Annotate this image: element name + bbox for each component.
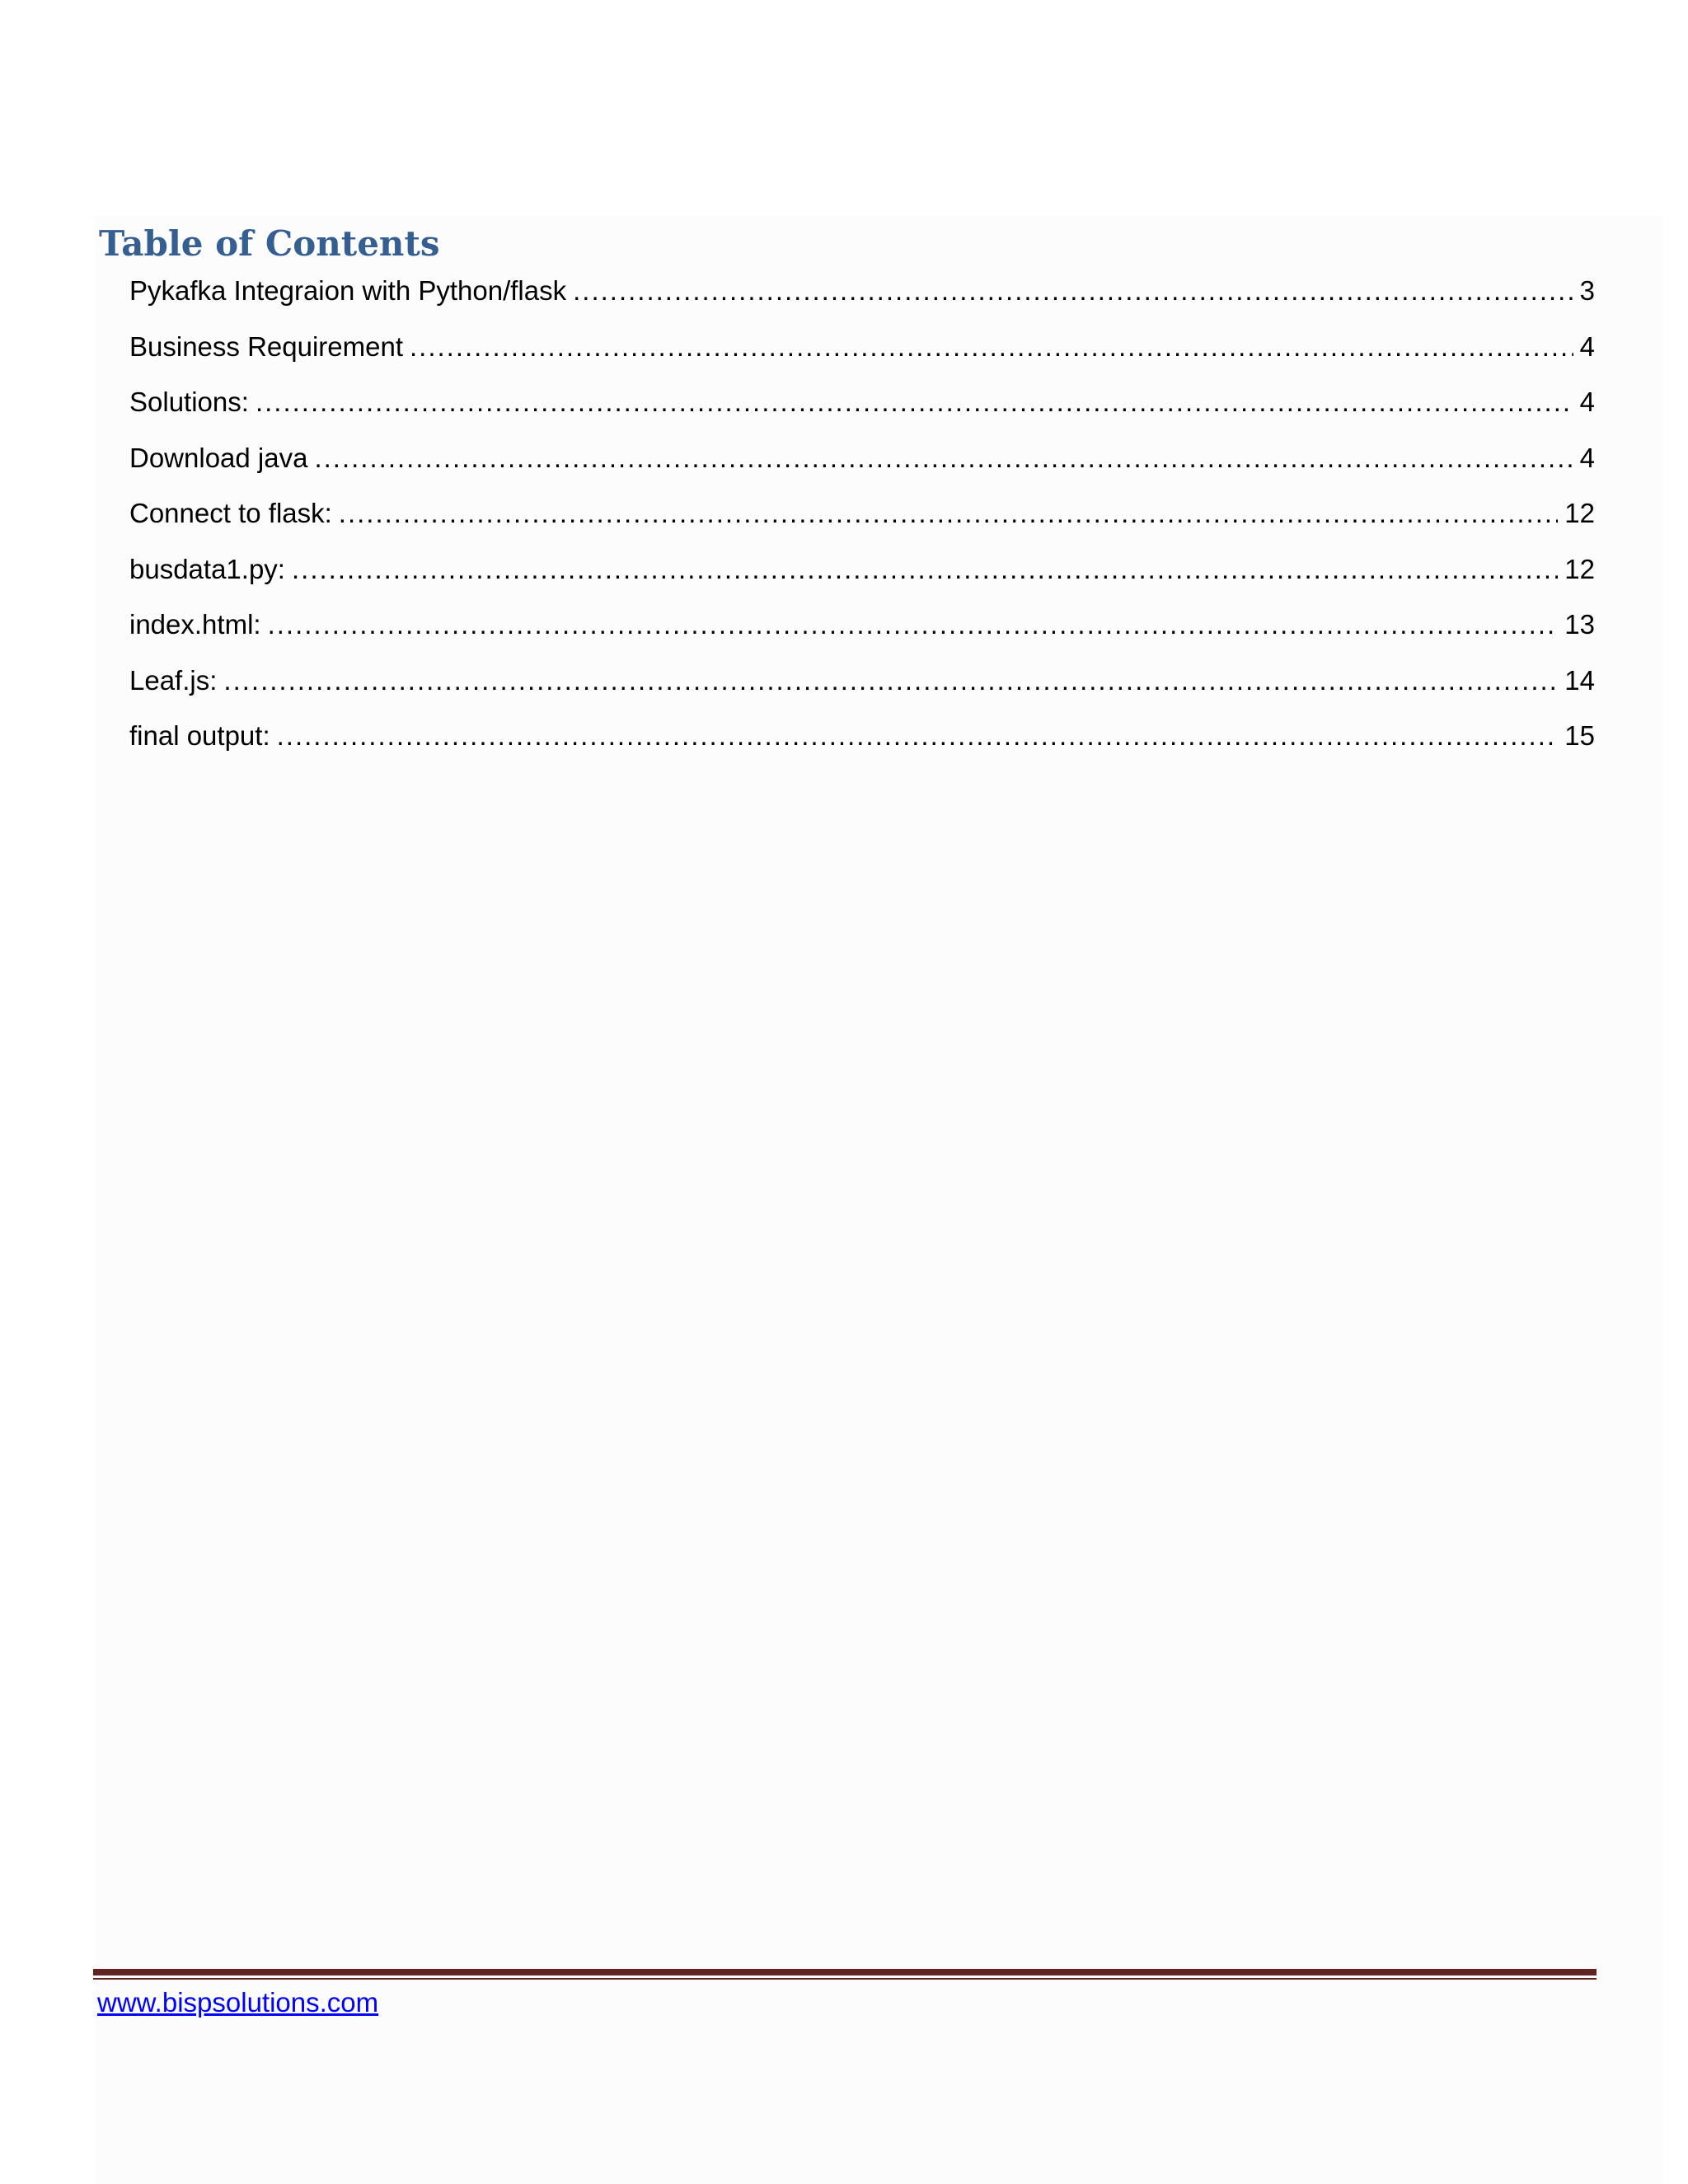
toc-leader-dots [292, 546, 1558, 593]
toc-entry-title: Business Requirement [129, 330, 403, 362]
toc-leader-dots [573, 268, 1573, 314]
toc-page-number: 12 [1564, 553, 1595, 584]
toc-entry[interactable] [129, 490, 1595, 546]
footer-divider-thick [93, 1969, 1597, 1975]
toc-leader-dots [314, 435, 1573, 481]
toc-entry[interactable] [129, 713, 1595, 769]
toc-entry[interactable] [129, 324, 1595, 380]
toc-leader-dots [256, 379, 1573, 425]
toc-entry[interactable] [129, 268, 1595, 324]
toc-entry[interactable] [129, 379, 1595, 435]
toc-entry-title: index.html: [129, 609, 261, 640]
toc-entry[interactable] [129, 546, 1595, 602]
toc-page-number: 15 [1564, 720, 1595, 751]
toc-entry-title: Pykafka Integraion with Python/flask [129, 275, 567, 306]
toc-page-number: 13 [1564, 609, 1595, 640]
footer-website-link[interactable]: www.bispsolutions.com [97, 1987, 379, 2018]
toc-leader-dots [277, 713, 1559, 759]
toc-entry[interactable] [129, 658, 1595, 714]
toc-entry[interactable] [129, 435, 1595, 491]
footer-divider-thin [93, 1978, 1597, 1980]
toc-entry-title: busdata1.py: [129, 553, 285, 584]
toc-list [129, 268, 1595, 769]
toc-page-number: 4 [1579, 330, 1595, 362]
toc-leader-dots [339, 490, 1558, 537]
toc-leader-dots [268, 602, 1559, 648]
toc-entry-title: final output: [129, 720, 270, 751]
toc-leader-dots [410, 324, 1573, 370]
toc-entry-title: Leaf.js: [129, 664, 218, 696]
toc-page-number: 4 [1579, 387, 1595, 417]
toc-page-number: 14 [1564, 664, 1595, 696]
toc-entry-title: Solutions: [129, 387, 249, 417]
toc-heading: Table of Contents [99, 223, 440, 264]
toc-entry[interactable] [129, 602, 1595, 658]
toc-page-number: 4 [1579, 442, 1595, 473]
toc-entry-title: Connect to flask: [129, 498, 332, 528]
toc-page-number: 12 [1564, 498, 1595, 528]
toc-page-number: 3 [1579, 275, 1595, 306]
toc-entry-title: Download java [129, 442, 308, 473]
toc-leader-dots [223, 658, 1558, 704]
